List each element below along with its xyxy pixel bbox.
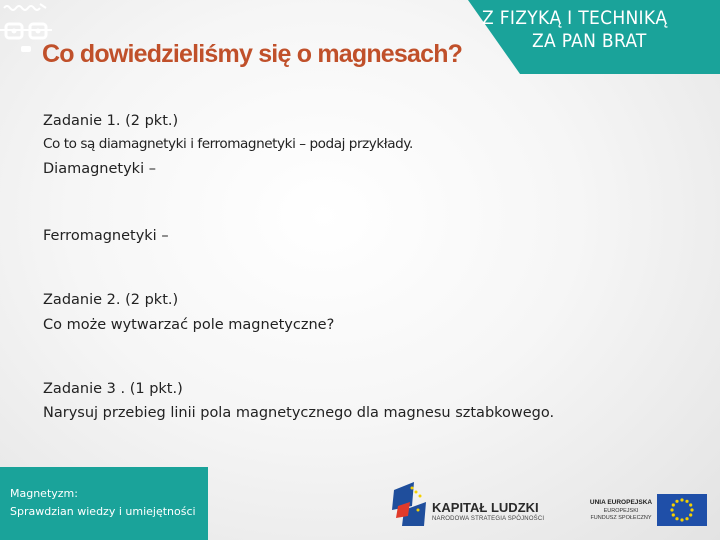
footer-subtitle: Sprawdzian wiedzy i umiejętności	[10, 505, 196, 518]
task1-header: Zadanie 1. (2 pkt.)	[43, 113, 179, 129]
task2-header: Zadanie 2. (2 pkt.)	[43, 292, 179, 308]
task3-question: Narysuj przebieg linii pola magnetycznego dla magnesu sztabkowego.	[43, 405, 555, 421]
footer-box	[0, 467, 208, 540]
page-title: Co dowiedzieliśmy się o magnesach?	[42, 40, 463, 68]
eu-flag-icon	[657, 494, 707, 526]
task1-diamagnetics-answer: Diamagnetyki –	[43, 161, 156, 177]
eu-subtitle	[588, 508, 654, 522]
task2-question: Co może wytwarzać pole magnetyczne?	[43, 317, 335, 333]
eu-title: UNIA EUROPEJSKA	[589, 499, 653, 506]
brand-line-1: Z FIZYKĄ I TECHNIKĄ	[482, 7, 668, 29]
task3-header: Zadanie 3 . (1 pkt.)	[43, 381, 183, 397]
kapital-ludzki-subtitle: NARODOWA STRATEGIA SPÓJNOŚCI	[432, 516, 545, 522]
task1-ferromagnetics-answer: Ferromagnetyki –	[43, 228, 169, 244]
eu-subtitle-line-2: FUNDUSZ SPOŁECZNY	[590, 514, 652, 521]
eu-subtitle-line-1: EUROPEJSKI	[603, 508, 639, 514]
footer-subject: Magnetyzm:	[10, 487, 78, 500]
kapital-ludzki-logo-icon	[390, 480, 430, 528]
brand-line-2: ZA PAN BRAT	[532, 30, 647, 52]
kapital-ludzki-title: KAPITAŁ LUDZKI	[432, 500, 539, 515]
task1-question: Co to są diamagnetyki i ferromagnetyki – podaj przykłady.	[43, 136, 413, 152]
